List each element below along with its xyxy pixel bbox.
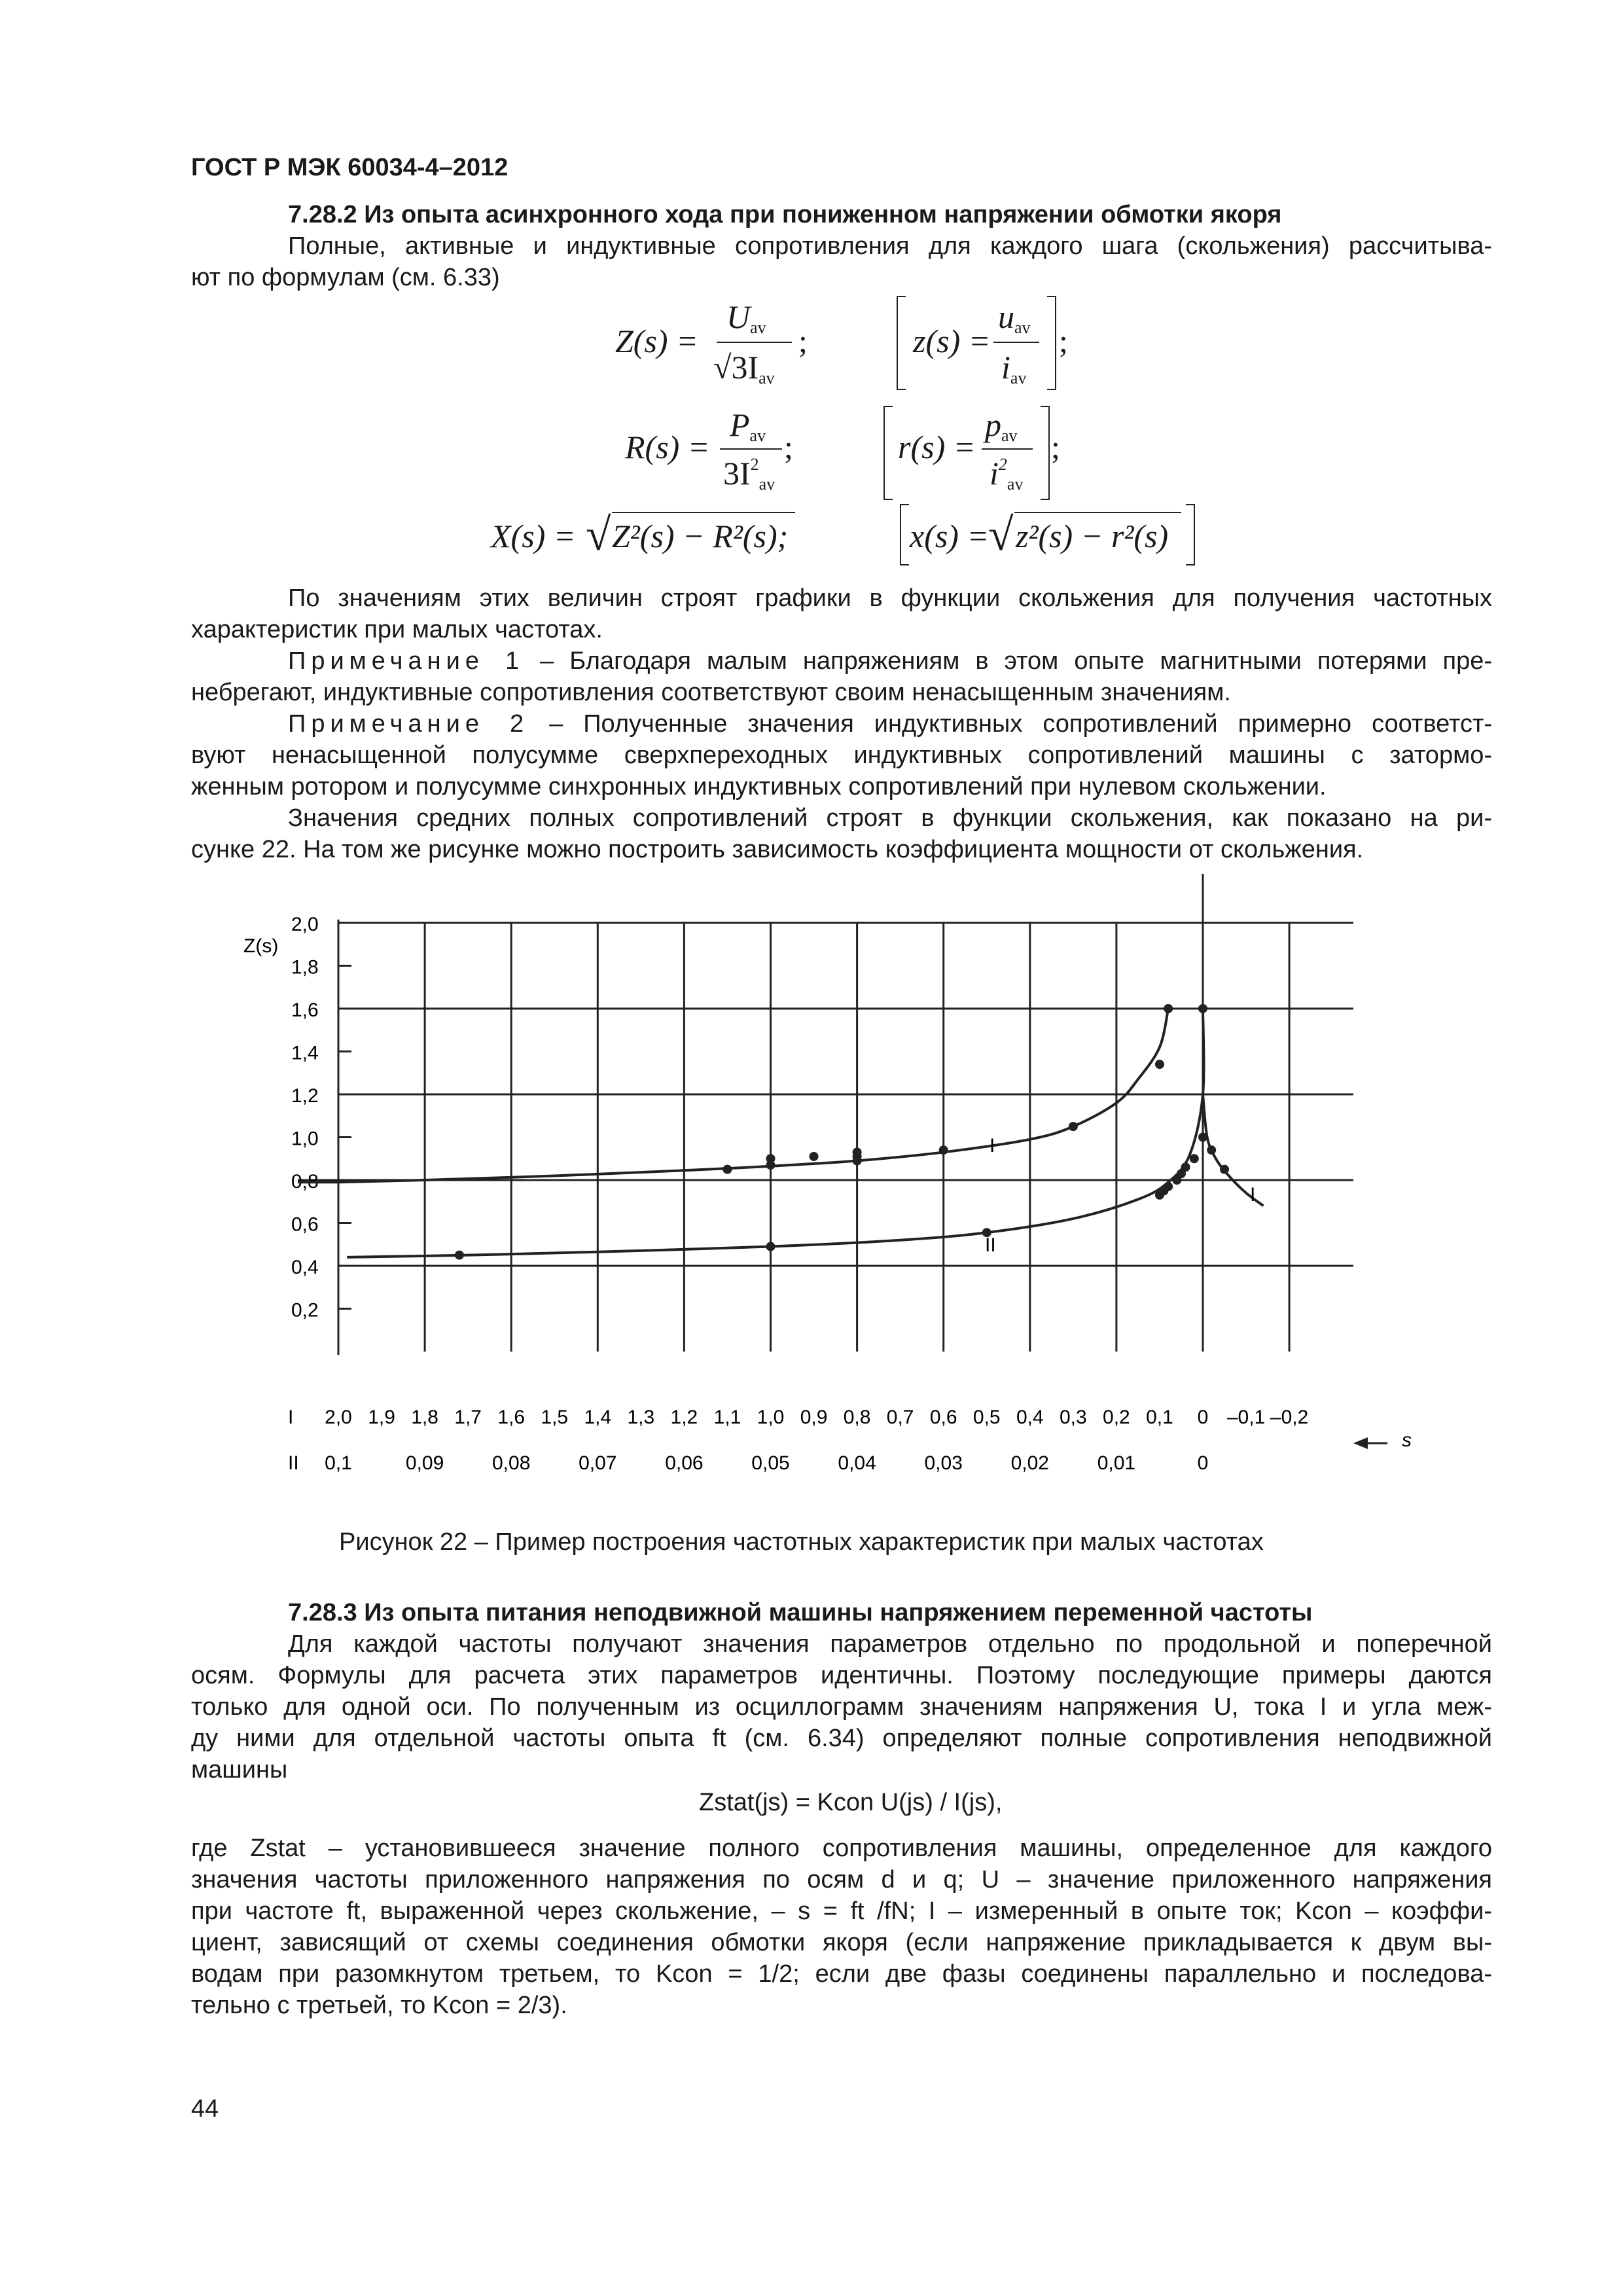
data-point bbox=[939, 1145, 948, 1155]
x-tick-label-I: 0,9 bbox=[800, 1407, 828, 1428]
x-tick-label-I: 0,8 bbox=[843, 1407, 871, 1428]
x-tick-label-II: 0,03 bbox=[924, 1452, 963, 1474]
x-tick-label-I: 0,6 bbox=[929, 1407, 957, 1428]
series-line-ii-2 bbox=[347, 1009, 1204, 1257]
data-point bbox=[1164, 1182, 1173, 1191]
formula-X-rhs: Z²(s) − R²(s); bbox=[612, 518, 789, 554]
data-point bbox=[1198, 1004, 1207, 1013]
paragraph-line: где Zstat – установившееся значение полного сопротивления машины, определенное для каждого bbox=[191, 1835, 1492, 1862]
x-tick-label-II: 0 bbox=[1197, 1452, 1209, 1474]
y-tick-label: 1,8 bbox=[291, 956, 319, 978]
formula-zstat: Zstat(js) = Kcon U(js) / I(js), bbox=[699, 1789, 1003, 1816]
paragraph-line: водам при разомкнутом третьем, то Kcon = 1/2; если две фазы соединены параллельно и последова- bbox=[191, 1960, 1492, 1988]
x-tick-label-I: 1,8 bbox=[411, 1407, 438, 1428]
sqrt-sign: √ bbox=[988, 510, 1014, 560]
paragraph-line: сунке 22. На том же рисунке можно построить зависимость коэффициента мощности от скольжения. bbox=[191, 836, 1364, 863]
x-tick-label-I: 1,6 bbox=[497, 1407, 526, 1428]
x-tick-label-I: –0,1 bbox=[1226, 1407, 1266, 1428]
x-tick-label-II: 0,1 bbox=[325, 1452, 352, 1474]
data-point bbox=[766, 1154, 776, 1163]
y-tick-label: 1,0 bbox=[291, 1128, 319, 1150]
formula-z-lhs: z(s) = bbox=[913, 323, 991, 359]
paragraph-line: тельно с третьей, то Kcon = 2/3). bbox=[191, 1992, 567, 2019]
x-tick-label-I: 1,5 bbox=[541, 1407, 569, 1428]
x-tick-label-I: 1,3 bbox=[627, 1407, 655, 1428]
y-tick-label: 0,4 bbox=[291, 1257, 319, 1278]
paragraph-line: Полные, активные и индуктивные сопротивления для каждого шага (скольжения) рассчитыва- bbox=[288, 232, 1492, 260]
y-tick-label: 1,2 bbox=[291, 1085, 319, 1107]
data-point bbox=[455, 1251, 464, 1260]
x-tick-label-I: 1,2 bbox=[670, 1407, 698, 1428]
section-heading-7-28-2: 7.28.2 Из опыта асинхронного хода при пониженном напряжении обмотки якоря bbox=[288, 201, 1282, 228]
semicolon: ; bbox=[798, 323, 808, 359]
formula-R-denominator: $3I^2_{av}$ bbox=[723, 455, 776, 493]
y-tick-label: 2,0 bbox=[291, 914, 319, 935]
x-tick-label-I: 0,7 bbox=[886, 1407, 914, 1428]
data-point bbox=[810, 1152, 819, 1161]
paragraph-line: По значениям этих величин строят графики в функции скольжения для получения частотных bbox=[288, 584, 1492, 612]
formula-r-denominator: $i^2_{av}$ bbox=[990, 455, 1024, 493]
data-point bbox=[1220, 1165, 1229, 1174]
row-label-I: I bbox=[288, 1407, 294, 1428]
paragraph-line: значения частоты приложенного напряжения по осям d и q; U – значение приложенного напряжения bbox=[191, 1866, 1492, 1893]
paragraph-line: циент, зависящий от схемы соединения обмотки якоря (если напряжение прикладывается к двум вы- bbox=[191, 1929, 1492, 1956]
data-point bbox=[1069, 1122, 1078, 1131]
paragraph-line: при частоте ft, выраженной через скольжение, – s = ft /fN; I – измеренный в опыте ток; Kcon – коэффи- bbox=[191, 1897, 1492, 1925]
arrow-icon bbox=[1353, 1437, 1368, 1449]
y-tick-label: 0,6 bbox=[291, 1213, 319, 1236]
data-point bbox=[1198, 1133, 1207, 1142]
chart-curves bbox=[298, 1009, 1263, 1257]
formula-Z-lhs: Z(s) = bbox=[615, 323, 698, 359]
page-number: 44 bbox=[191, 2095, 219, 2123]
semicolon: ; bbox=[1059, 323, 1068, 359]
y-tick-label: 0,8 bbox=[291, 1171, 319, 1193]
x-tick-label-I: 1,1 bbox=[713, 1407, 741, 1428]
formula-x-lhs: x(s) = bbox=[910, 518, 990, 554]
y-axis-ticks bbox=[291, 914, 351, 1321]
formula-z-denominator: $i_{av}$ bbox=[1001, 349, 1027, 387]
note-2-line: Примечание 2 – Полученные значения индуктивных сопротивлений примерно соответст- bbox=[288, 710, 1493, 738]
x-tick-label-I: 0,1 bbox=[1146, 1407, 1173, 1428]
data-point bbox=[853, 1147, 862, 1157]
data-point bbox=[1207, 1145, 1216, 1155]
paragraph-line: машины bbox=[191, 1756, 288, 1784]
data-point bbox=[766, 1242, 776, 1251]
paragraph-line: осям. Формулы для расчета этих параметров идентичны. Поэтому последующие примеры даются bbox=[191, 1662, 1492, 1689]
x-tick-label-I: 1,0 bbox=[757, 1407, 785, 1428]
data-point bbox=[722, 1165, 732, 1174]
chart-grid bbox=[298, 874, 1353, 1355]
x-tick-label-I: 2,0 bbox=[325, 1407, 352, 1428]
y-tick-label: 1,4 bbox=[291, 1042, 319, 1064]
note-label: Примечание 2 bbox=[288, 710, 529, 738]
row-label-II: II bbox=[288, 1452, 299, 1474]
x-tick-label-II: 0,04 bbox=[838, 1452, 876, 1474]
x-tick-label-I: –0,2 bbox=[1270, 1407, 1309, 1428]
figure-caption: Рисунок 22 – Пример построения частотных характеристик при малых частотах bbox=[339, 1528, 1264, 1556]
paragraph-line: характеристик при малых частотах. bbox=[191, 616, 603, 643]
data-point bbox=[1164, 1004, 1173, 1013]
note-label: Примечание 1 bbox=[288, 647, 525, 675]
paragraph-line: Значения средних полных сопротивлений строят в функции скольжения, как показано на ри- bbox=[288, 804, 1492, 832]
formula-R-lhs: R(s) = bbox=[625, 429, 710, 465]
paragraph-line: только для одной оси. По полученным из осциллограмм значениям напряжения U, тока I и угла меж- bbox=[191, 1693, 1492, 1721]
paragraph-line: Для каждой частоты получают значения параметров отдельно по продольной и поперечной bbox=[288, 1630, 1492, 1658]
x-tick-label-I: 1,4 bbox=[584, 1407, 612, 1428]
note-2-line: вуют ненасыщенной полусумме сверхпереходных индуктивных сопротивлений машины с затормо- bbox=[191, 742, 1492, 769]
data-point bbox=[1190, 1154, 1199, 1163]
formula-Z-numerator: $U_{av}$ bbox=[726, 298, 766, 337]
data-point bbox=[1155, 1060, 1164, 1069]
semicolon: ; bbox=[784, 429, 793, 465]
formula-z-numerator: $u_{av}$ bbox=[998, 298, 1031, 337]
x-tick-label-I: 0,5 bbox=[972, 1407, 1001, 1428]
formula-R-numerator: $P_{av}$ bbox=[730, 406, 766, 445]
note-2-line: женным ротором и полусумме синхронных индуктивных сопротивлений при нулевом скольжении. bbox=[191, 773, 1327, 800]
s-axis-label: s bbox=[1402, 1429, 1412, 1451]
formula-x-rhs: z²(s) − r²(s) bbox=[1016, 518, 1169, 554]
x-tick-label-I: 0,3 bbox=[1059, 1407, 1087, 1428]
spacer bbox=[338, 916, 382, 1352]
paragraph-line: ду ними для отдельной частоты опыта ft (см. 6.34) определяют полные сопротивления неподвижной bbox=[191, 1725, 1492, 1752]
paragraph-line: ют по формулам (см. 6.33) bbox=[191, 264, 500, 291]
x-tick-label-II: 0,07 bbox=[579, 1452, 617, 1474]
section-heading-7-28-3: 7.28.3 Из опыта питания неподвижной машины напряжением переменной частоты bbox=[288, 1599, 1313, 1626]
curve-label-I-right: I bbox=[1250, 1184, 1256, 1206]
formula-X-lhs: X(s) = bbox=[491, 518, 576, 554]
y-tick-label: 0,2 bbox=[291, 1299, 319, 1321]
sqrt-sign: √ bbox=[586, 510, 611, 560]
x-tick-label-II: 0,09 bbox=[405, 1452, 444, 1474]
x-tick-label-I: 1,7 bbox=[454, 1407, 482, 1428]
chart-points bbox=[455, 1004, 1229, 1260]
curve-label-I: I bbox=[990, 1135, 995, 1157]
x-tick-label-II: 0,02 bbox=[1010, 1452, 1049, 1474]
x-tick-label-I: 1,9 bbox=[368, 1407, 395, 1428]
standard-header: ГОСТ Р МЭК 60034-4–2012 bbox=[191, 154, 508, 181]
x-tick-label-II: 0,06 bbox=[665, 1452, 704, 1474]
curve-label-II: II bbox=[985, 1234, 996, 1256]
x-tick-label-II: 0,08 bbox=[492, 1452, 531, 1474]
y-tick-label: 1,6 bbox=[291, 999, 319, 1021]
x-axis-labels bbox=[325, 1407, 1308, 1474]
x-tick-label-I: 0,4 bbox=[1016, 1407, 1044, 1428]
x-tick-label-I: 0,2 bbox=[1103, 1407, 1130, 1428]
series-line-i-0 bbox=[338, 1009, 1168, 1182]
x-tick-label-II: 0,01 bbox=[1097, 1452, 1136, 1474]
note-1-line: небрегают, индуктивные сопротивления соответствуют своим ненасыщенным значениям. bbox=[191, 679, 1231, 706]
formula-Z-denominator: $√3I_{av}$ bbox=[713, 349, 775, 387]
data-point bbox=[1181, 1162, 1190, 1172]
formula-r-lhs: r(s) = bbox=[898, 429, 976, 465]
y-axis-label: Z(s) bbox=[243, 935, 279, 957]
x-tick-label-II: 0,05 bbox=[751, 1452, 790, 1474]
note-1-line: Примечание 1 – Благодаря малым напряжениям в этом опыте магнитными потерями пре- bbox=[288, 647, 1492, 675]
x-tick-label-I: 0 bbox=[1197, 1407, 1209, 1428]
formula-r-numerator: $p_{av}$ bbox=[985, 406, 1018, 445]
semicolon: ; bbox=[1051, 429, 1060, 465]
